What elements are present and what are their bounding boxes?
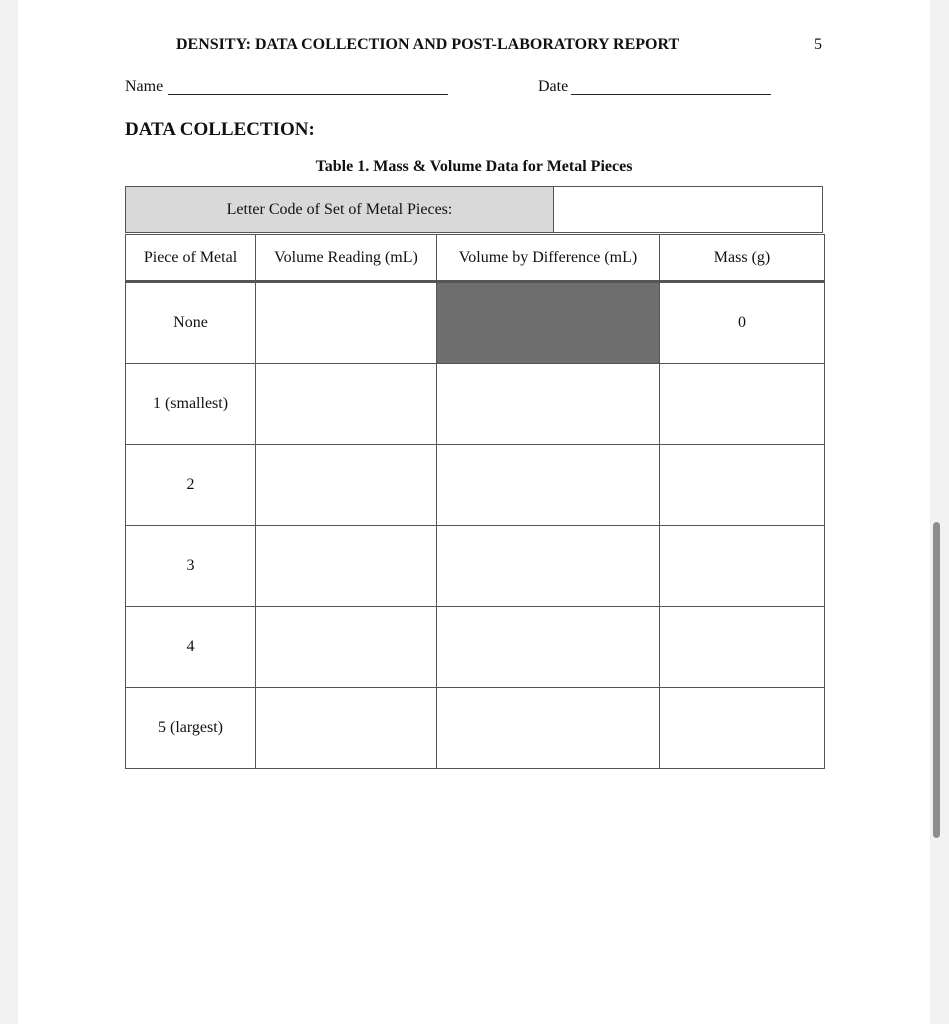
mass-cell: 0 bbox=[660, 282, 825, 364]
date-field[interactable] bbox=[571, 94, 771, 95]
piece-cell: 5 (largest) bbox=[126, 688, 256, 769]
volume-difference-cell[interactable] bbox=[437, 688, 660, 769]
volume-reading-cell[interactable] bbox=[256, 688, 437, 769]
volume-reading-cell[interactable] bbox=[256, 364, 437, 445]
volume-reading-cell[interactable] bbox=[256, 282, 437, 364]
letter-code-input-cell[interactable] bbox=[554, 187, 822, 232]
table-row bbox=[126, 526, 825, 607]
column-header-piece: Piece of Metal bbox=[126, 235, 256, 282]
mass-cell[interactable] bbox=[660, 445, 825, 526]
table-caption: Table 1. Mass & Volume Data for Metal Pieces bbox=[315, 158, 633, 175]
mass-cell[interactable] bbox=[660, 526, 825, 607]
volume-reading-cell[interactable] bbox=[256, 607, 437, 688]
mass-cell[interactable] bbox=[660, 364, 825, 445]
mass-volume-table bbox=[125, 234, 825, 769]
piece-cell: 4 bbox=[126, 607, 256, 688]
piece-cell: 2 bbox=[126, 445, 256, 526]
letter-code-label: Letter Code of Set of Metal Pieces: bbox=[126, 187, 554, 232]
volume-reading-cell[interactable] bbox=[256, 445, 437, 526]
table-row bbox=[126, 282, 825, 364]
table-row bbox=[126, 445, 825, 526]
column-header-volume-reading: Volume Reading (mL) bbox=[256, 235, 437, 282]
mass-cell[interactable] bbox=[660, 607, 825, 688]
volume-difference-cell[interactable] bbox=[437, 445, 660, 526]
table-row bbox=[126, 364, 825, 445]
volume-difference-cell[interactable] bbox=[437, 526, 660, 607]
mass-cell[interactable] bbox=[660, 688, 825, 769]
volume-reading-cell[interactable] bbox=[256, 526, 437, 607]
piece-cell: None bbox=[126, 282, 256, 364]
piece-cell: 1 (smallest) bbox=[126, 364, 256, 445]
column-header-volume-difference: Volume by Difference (mL) bbox=[437, 235, 660, 282]
name-field[interactable] bbox=[168, 94, 448, 95]
volume-difference-cell[interactable] bbox=[437, 607, 660, 688]
letter-code-row bbox=[125, 186, 823, 233]
volume-difference-cell-shaded bbox=[437, 282, 660, 364]
table-row bbox=[126, 607, 825, 688]
table-header-row bbox=[126, 235, 825, 282]
report-title: DENSITY: DATA COLLECTION AND POST-LABORATORY REPORT bbox=[176, 36, 680, 53]
volume-difference-cell[interactable] bbox=[437, 364, 660, 445]
page-number: 5 bbox=[814, 36, 822, 53]
name-label: Name bbox=[125, 78, 164, 95]
section-heading: DATA COLLECTION: bbox=[125, 119, 315, 140]
date-label: Date bbox=[538, 78, 569, 95]
column-header-mass: Mass (g) bbox=[660, 235, 825, 282]
piece-cell: 3 bbox=[126, 526, 256, 607]
vertical-scrollbar[interactable] bbox=[933, 522, 940, 838]
table-row bbox=[126, 688, 825, 769]
